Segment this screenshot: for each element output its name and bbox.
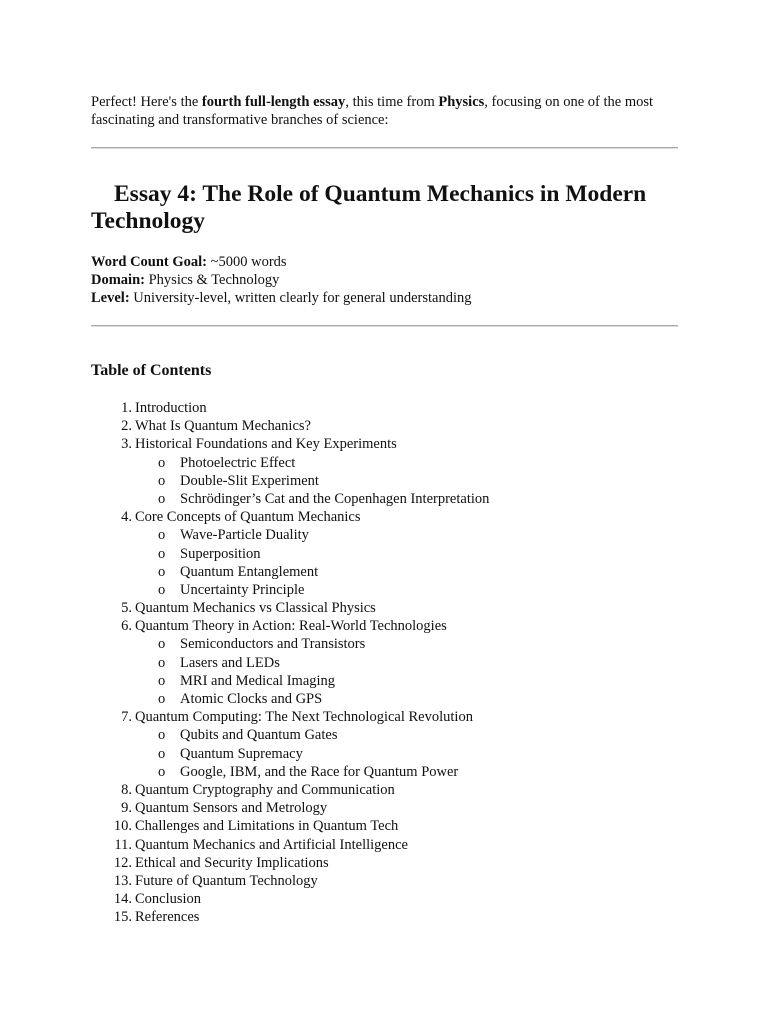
toc-subitem-text: Superposition <box>180 545 261 562</box>
toc-subitem <box>91 472 691 490</box>
toc-subitem-text: Semiconductors and Transistors <box>180 636 366 653</box>
toc-subitem-text: Atomic Clocks and GPS <box>180 691 323 707</box>
intro-bold-physics: Physics <box>438 94 485 110</box>
toc-item <box>91 817 691 835</box>
toc-subitem-bullet: o <box>158 654 166 671</box>
toc-item-number: 14. <box>113 891 132 908</box>
toc-subitem-bullet: o <box>158 581 166 598</box>
toc-item-text: Introduction <box>135 400 207 416</box>
intro-text-2: , this time from <box>345 94 439 110</box>
toc-item-text: Future of Quantum Technology <box>135 872 318 889</box>
toc-item <box>91 781 691 799</box>
toc-item-number: 6. <box>121 618 132 635</box>
essay-meta <box>91 253 691 307</box>
table-of-contents <box>91 399 691 926</box>
toc-item-text: Quantum Sensors and Metrology <box>135 800 328 817</box>
toc-item <box>91 872 691 890</box>
toc-subitem <box>91 526 691 544</box>
toc-item-text: Ethical and Security Implications <box>135 854 329 871</box>
toc-subitem-text: Qubits and Quantum Gates <box>180 727 338 744</box>
toc-item-number: 15. <box>113 909 132 926</box>
toc-subitem <box>91 726 691 744</box>
toc-subitem-text: Uncertainty Principle <box>180 581 305 598</box>
toc-subitem <box>91 635 691 653</box>
domain-row <box>91 271 691 289</box>
toc-item <box>91 908 691 926</box>
toc-item <box>91 708 691 726</box>
toc-subitem-text: Quantum Entanglement <box>180 563 319 580</box>
horizontal-rule <box>91 147 678 149</box>
toc-subitem-bullet: o <box>158 472 166 489</box>
toc-subitem-text: Wave-Particle Duality <box>180 527 309 544</box>
toc-item-number: 11. <box>114 836 132 853</box>
toc-subitem <box>91 672 691 690</box>
toc-subitem-bullet: o <box>158 672 166 689</box>
toc-subitem-text: Double-Slit Experiment <box>180 472 319 489</box>
toc-subitem-bullet: o <box>158 636 166 653</box>
toc-subitem-text: Schrödinger’s Cat and the Copenhagen Interpretation <box>180 490 490 507</box>
word-count-row <box>91 253 691 271</box>
toc-item <box>91 417 691 435</box>
toc-item-number: 7. <box>121 709 132 726</box>
toc-item-text: References <box>135 909 200 926</box>
toc-item-text: What Is Quantum Mechanics? <box>135 418 311 435</box>
toc-item-text: Quantum Cryptography and Communication <box>135 781 395 798</box>
toc-heading: Table of Contents <box>91 362 212 379</box>
toc-item <box>91 435 691 453</box>
level-value: University-level, written clearly for general understanding <box>129 290 472 306</box>
toc-item-number: 8. <box>121 781 132 798</box>
level-label: Level: <box>91 290 130 306</box>
intro-bold-essay: fourth full-length essay <box>201 94 346 110</box>
toc-subitem <box>91 454 691 472</box>
level-row <box>91 289 691 307</box>
word-count-value: ~5000 words <box>207 254 287 270</box>
toc-subitem <box>91 690 691 708</box>
toc-item-text: Challenges and Limitations in Quantum Tech <box>135 818 399 835</box>
toc-subitem-bullet: o <box>158 745 166 762</box>
toc-subitem <box>91 763 691 781</box>
toc-subitem-bullet: o <box>158 545 166 562</box>
toc-item <box>91 508 691 526</box>
toc-item <box>91 854 691 872</box>
toc-item-text: Quantum Computing: The Next Technological Revolution <box>135 709 473 726</box>
essay-title: Essay 4: The Role of Quantum Mechanics in Modern Technology <box>91 181 647 234</box>
toc-item-text: Quantum Theory in Action: Real-World Technologies <box>135 618 447 635</box>
toc-subitem <box>91 654 691 672</box>
toc-item <box>91 599 691 617</box>
toc-item-text: Conclusion <box>135 891 202 908</box>
toc-item <box>91 890 691 908</box>
toc-item <box>91 617 691 635</box>
toc-item-number: 2. <box>121 418 132 435</box>
toc-subitem-text: Photoelectric Effect <box>180 454 296 471</box>
toc-item-number: 3. <box>121 436 132 453</box>
intro-text-3: , focusing on one of the most fascinating and transformative branches of science: <box>91 94 654 128</box>
domain-value: Physics & Technology <box>144 272 280 288</box>
intro-paragraph <box>91 93 691 129</box>
toc-item-number: 4. <box>121 509 132 526</box>
toc-subitem <box>91 581 691 599</box>
toc-item-text: Quantum Mechanics and Artificial Intelligence <box>135 836 408 853</box>
toc-subitem <box>91 745 691 763</box>
toc-subitem-text: Lasers and LEDs <box>180 654 280 671</box>
toc-subitem-bullet: o <box>158 563 166 580</box>
domain-label: Domain: <box>91 272 145 288</box>
toc-subitem <box>91 490 691 508</box>
intro-text-1: Perfect! Here's the <box>91 94 202 110</box>
toc-item <box>91 836 691 854</box>
toc-subitem-bullet: o <box>158 454 166 471</box>
toc-subitem-text: Quantum Supremacy <box>180 745 303 762</box>
toc-item-text: Historical Foundations and Key Experiments <box>135 436 397 453</box>
toc-subitem-bullet: o <box>158 490 166 507</box>
toc-subitem-bullet: o <box>158 763 166 780</box>
toc-subitem <box>91 563 691 581</box>
toc-subitem <box>91 545 691 563</box>
toc-item <box>91 399 691 417</box>
toc-item-text: Quantum Mechanics vs Classical Physics <box>135 600 376 617</box>
toc-subitem-text: MRI and Medical Imaging <box>180 672 336 689</box>
horizontal-rule <box>91 325 678 327</box>
toc-item-number: 13. <box>113 872 132 889</box>
toc-subitem-bullet: o <box>158 691 166 707</box>
word-count-label: Word Count Goal: <box>91 254 208 270</box>
toc-item <box>91 799 691 817</box>
toc-item-text: Core Concepts of Quantum Mechanics <box>135 509 361 526</box>
toc-subitem-text: Google, IBM, and the Race for Quantum Power <box>180 763 459 780</box>
toc-item-number: 10. <box>113 818 132 835</box>
toc-subitem-bullet: o <box>158 727 166 744</box>
toc-item-number: 5. <box>121 600 132 617</box>
toc-item-number: 1. <box>121 400 132 416</box>
toc-subitem-bullet: o <box>158 527 166 544</box>
toc-item-number: 9. <box>121 800 132 817</box>
toc-item-number: 12. <box>113 854 132 871</box>
